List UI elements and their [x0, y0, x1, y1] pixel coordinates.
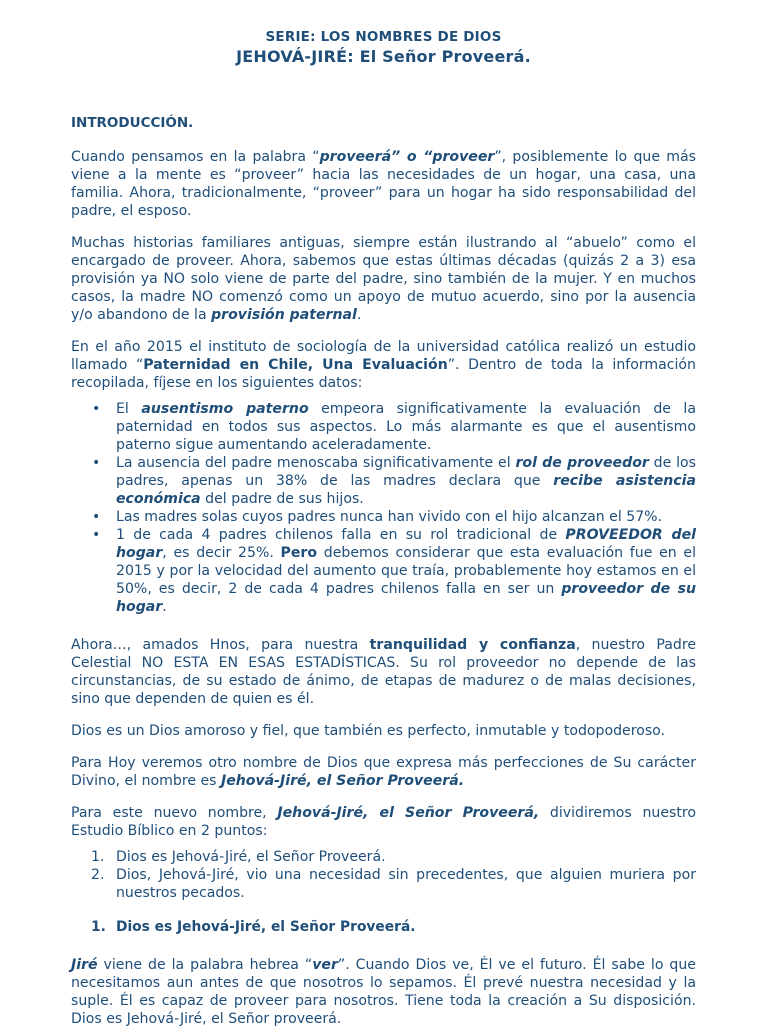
- text-run: .: [356, 307, 362, 323]
- text-run: El: [116, 401, 142, 417]
- emphasis-text: proveedor de su hogar: [116, 581, 696, 615]
- emphasis-text: PROVEEDOR del hogar: [116, 527, 696, 561]
- emphasis-text: Jehová-Jiré, el Señor Proveerá.: [220, 773, 465, 789]
- text-run: .: [162, 599, 167, 615]
- statistics-list: [71, 400, 696, 616]
- text-run: 1 de cada 4 padres chilenos falla en su rol tradicional de: [116, 527, 566, 543]
- text-run: , es decir 25%.: [162, 545, 281, 561]
- emphasis-text: ver: [312, 957, 338, 973]
- text-run: La ausencia del padre menoscaba significativamente el: [116, 455, 516, 471]
- section-1-heading: [71, 918, 696, 936]
- text-run: ”. Dentro de toda la información recopilada, fíjese en los siguientes datos:: [71, 357, 696, 391]
- intro-paragraph-3: [71, 338, 696, 392]
- body-paragraph-5: Dios es un Dios amoroso y fiel, que también es perfecto, inmutable y todopoderoso.: [71, 723, 666, 739]
- text-run: viene de la palabra hebrea “: [97, 957, 313, 973]
- text-run: debemos considerar que esta evaluación fue en el 2015 y por la velocidad del aumento que traía, probablemente hoy estamos en el 50%, es decir, 2 de cada 4 padres chilenos falla en ser un: [116, 545, 697, 597]
- section-number: 1.: [91, 919, 106, 935]
- list-item: [92, 400, 696, 454]
- list-item: [92, 508, 696, 526]
- bullet-icon: •: [92, 527, 101, 543]
- text-run: ”. Cuando Dios ve, Él ve el futuro. Él sabe lo que necesitamos aun antes de que nosotros lo sepamos. Él prevé nuestra necesidad y la suple. Él es capaz de proveer para nosotros. Tiene toda la creación a Su disposición. Dios es Jehová-Jiré, el Señor proveerá.: [71, 957, 696, 1027]
- text-run: Muchas historias familiares antiguas, siempre están ilustrando al “abuelo” como el encargado de proveer. Ahora, sabemos que estas últimas décadas (quizás 2 a 3) esa provisión ya NO solo viene de parte del padre, sino también de la mujer. Y en muchos casos, la madre NO comenzó como un apoyo de mutuo acuerdo, sino por la ausencia y/o abandono de la: [71, 235, 696, 323]
- intro-paragraph-1: [71, 148, 696, 220]
- emphasis-text: proveerá” o “proveer: [319, 149, 495, 165]
- bold-text: Pero: [280, 545, 318, 561]
- list-item-text: Dios, Jehová-Jiré, vio una necesidad sin precedentes, que alguien muriera por nuestros pecados.: [116, 867, 696, 901]
- list-number: 2.: [91, 867, 105, 883]
- text-run: Las madres solas cuyos padres nunca han vivido con el hijo alcanzan el 57%.: [116, 509, 663, 525]
- list-item: [91, 848, 696, 866]
- emphasis-text: ausentismo paterno: [141, 401, 309, 417]
- body-paragraph-7: [71, 804, 696, 840]
- list-item: [91, 866, 696, 902]
- list-number: 1.: [91, 849, 105, 865]
- text-run: empeora significativamente la evaluación de la paternidad en todos sus aspectos. Lo más alarmante es que el ausentismo paterno sigue aumentando aceleradamente.: [116, 401, 696, 453]
- list-item-text: Dios es Jehová-Jiré, el Señor Proveerá.: [116, 849, 386, 865]
- bullet-icon: •: [92, 401, 101, 417]
- study-points-list: [71, 848, 696, 902]
- text-run: dividiremos nuestro Estudio Bíblico en 2 puntos:: [71, 805, 696, 839]
- emphasis-text: rol de proveedor: [515, 455, 649, 471]
- text-run: de los padres, apenas un 38% de las madres declara que: [116, 455, 696, 489]
- bold-text: tranquilidad y confianza: [369, 637, 576, 653]
- text-run: Cuando pensamos en la palabra “: [71, 149, 320, 165]
- text-run: del padre de sus hijos.: [200, 491, 364, 507]
- emphasis-text: Jiré: [71, 957, 98, 973]
- emphasis-text: provisión paternal: [211, 307, 357, 323]
- section-1-paragraph: [71, 956, 696, 1028]
- text-run: En el año 2015 el instituto de sociología de la universidad católica realizó un estudio llamado “: [71, 339, 696, 373]
- emphasis-text: recibe asistencia económica: [116, 473, 696, 507]
- section-title: Dios es Jehová-Jiré, el Señor Proveerá.: [116, 919, 416, 935]
- bullet-icon: •: [92, 509, 101, 525]
- text-run: Para este nuevo nombre,: [71, 805, 278, 821]
- body-paragraph-6: [71, 754, 696, 790]
- intro-paragraph-2: [71, 234, 696, 324]
- text-run: Ahora…, amados Hnos, para nuestra: [71, 637, 370, 653]
- text-run: , nuestro Padre Celestial NO ESTA EN ESAS ESTADÍSTICAS. Su rol proveedor no depende de las circunstancias, de su estado de ánimo, de etapas de madurez o de malas decisiones, sino que dependen de quien es él.: [71, 637, 697, 707]
- document-title: JEHOVÁ-JIRÉ: El Señor Proveerá.: [236, 47, 531, 66]
- list-item: [92, 454, 696, 508]
- text-run: Para Hoy veremos otro nombre de Dios que expresa más perfecciones de Su carácter Divino, el nombre es: [71, 755, 696, 789]
- intro-heading: INTRODUCCIÓN.: [71, 115, 194, 131]
- list-item: [92, 526, 697, 616]
- bullet-icon: •: [92, 455, 101, 471]
- document-header: [71, 28, 696, 68]
- text-run: ”, posiblemente lo que más viene a la mente es “proveer” hacia las necesidades de un hogar, una casa, una familia. Ahora, tradicionalmente, “proveer” para un hogar ha sido responsabilidad del padre, el esposo.: [71, 149, 696, 219]
- series-title: SERIE: LOS NOMBRES DE DIOS: [265, 29, 502, 45]
- study-title: Paternidad en Chile, Una Evaluación: [143, 357, 448, 373]
- emphasis-text: Jehová-Jiré, el Señor Proveerá,: [277, 805, 540, 821]
- body-paragraph-4: [71, 636, 696, 708]
